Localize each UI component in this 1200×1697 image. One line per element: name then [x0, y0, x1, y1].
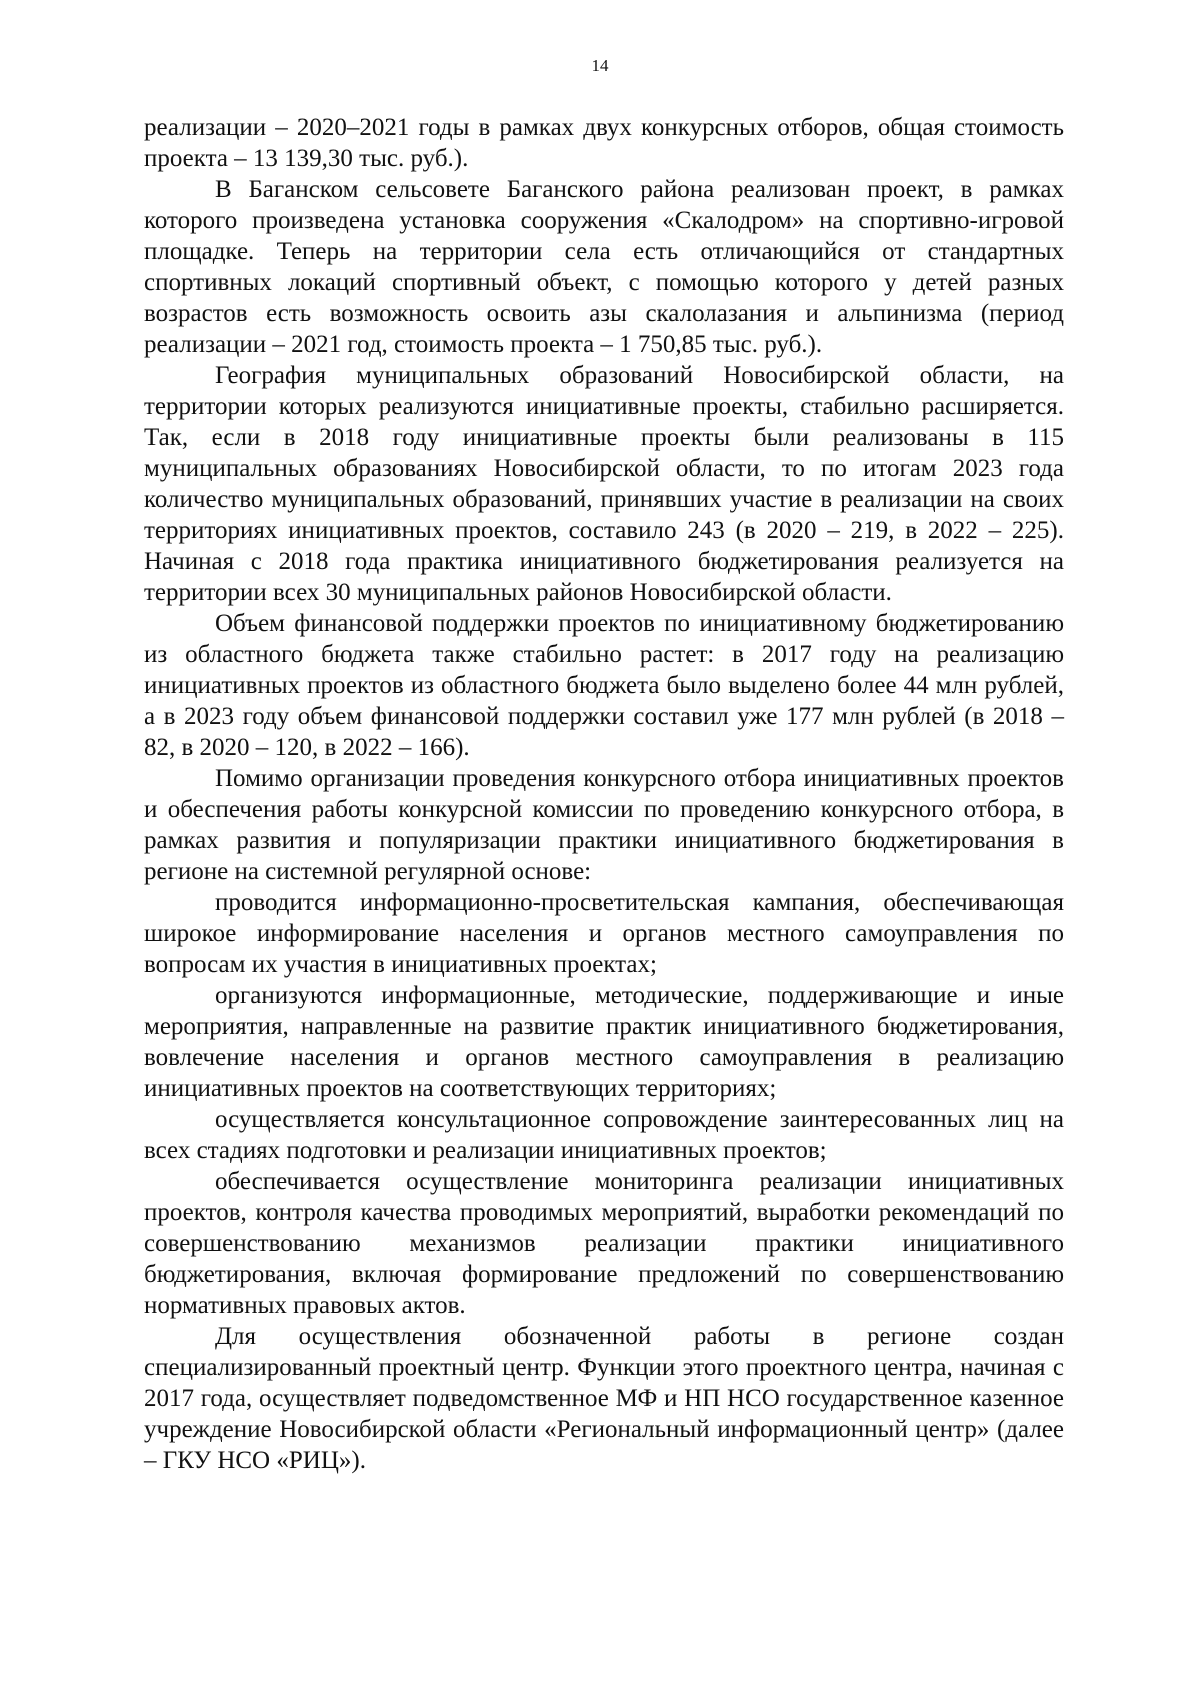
document-body: [144, 112, 1064, 1476]
paragraph-financial-support: Объем финансовой поддержки проектов по инициативному бюджетированию из областного бюджета также стабильно растет: в 2017 году на реализацию инициативных проектов из областного бюджета было выделено более 44 млн рублей, а в 2023 году объем финансовой поддержки составил уже 177 млн рублей (в 2018 – 82, в 2020 – 120, в 2022 – 166).: [144, 610, 1064, 761]
list-item-methodical-events: организуются информационные, методические, поддерживающие и иные мероприятия, направленные на развитие практик инициативного бюджетирования, вовлечение населения и органов местного самоуправления в реализацию инициативных проектов на соответствующих территориях;: [144, 982, 1064, 1102]
paragraph-geography: География муниципальных образований Новосибирской области, на территории которых реализуются инициативные проекты, стабильно расширяется. Так, если в 2018 году инициативные проекты были реализованы в 115 муниципальных образованиях Новосибирской области, то по итогам 2023 года количество муниципальных образований, принявших участие в реализации на своих территориях инициативных проектов, составило 243 (в 2020 – 219, в 2022 – 225). Начиная с 2018 года практика инициативного бюджетирования реализуется на территории всех 30 муниципальных районов Новосибирской области.: [144, 362, 1064, 606]
list-item-monitoring: обеспечивается осуществление мониторинга реализации инициативных проектов, контроля качества проводимых мероприятий, выработки рекомендаций по совершенствованию механизмов реализации практики инициативного бюджетирования, включая формирование предложений по совершенствованию нормативных правовых актов.: [144, 1168, 1064, 1319]
page-number: 14: [591, 56, 609, 75]
paragraph-activities-intro: Помимо организации проведения конкурсного отбора инициативных проектов и обеспечения работы конкурсной комиссии по проведению конкурсного отбора, в рамках развития и популяризации практики инициативного бюджетирования в регионе на системной регулярной основе:: [144, 765, 1064, 885]
paragraph-bagan-climbing-wall: В Баганском сельсовете Баганского района реализован проект, в рамках которого произведена установка сооружения «Скалодром» на спортивно-игровой площадке. Теперь на территории села есть отличающийся от стандартных спортивных локаций спортивный объект, с помощью которого у детей разных возрастов есть возможность освоить азы скалолазания и альпинизма (период реализации – 2021 год, стоимость проекта – 1 750,85 тыс. руб.).: [144, 176, 1064, 358]
paragraph-project-center: Для осуществления обозначенной работы в регионе создан специализированный проектный центр. Функции этого проектного центра, начиная с 2017 года, осуществляет подведомственное МФ и НП НСО государственное казенное учреждение Новосибирской области «Региональный информационный центр» (далее – ГКУ НСО «РИЦ»).: [144, 1323, 1064, 1474]
list-item-consulting: осуществляется консультационное сопровождение заинтересованных лиц на всех стадиях подготовки и реализации инициативных проектов;: [144, 1106, 1064, 1164]
paragraph-continuation: реализации – 2020–2021 годы в рамках двух конкурсных отборов, общая стоимость проекта – 13 139,30 тыс. руб.).: [144, 114, 1064, 172]
list-item-information-campaign: проводится информационно-просветительская кампания, обеспечивающая широкое информирование населения и органов местного самоуправления по вопросам их участия в инициативных проектах;: [144, 889, 1064, 978]
